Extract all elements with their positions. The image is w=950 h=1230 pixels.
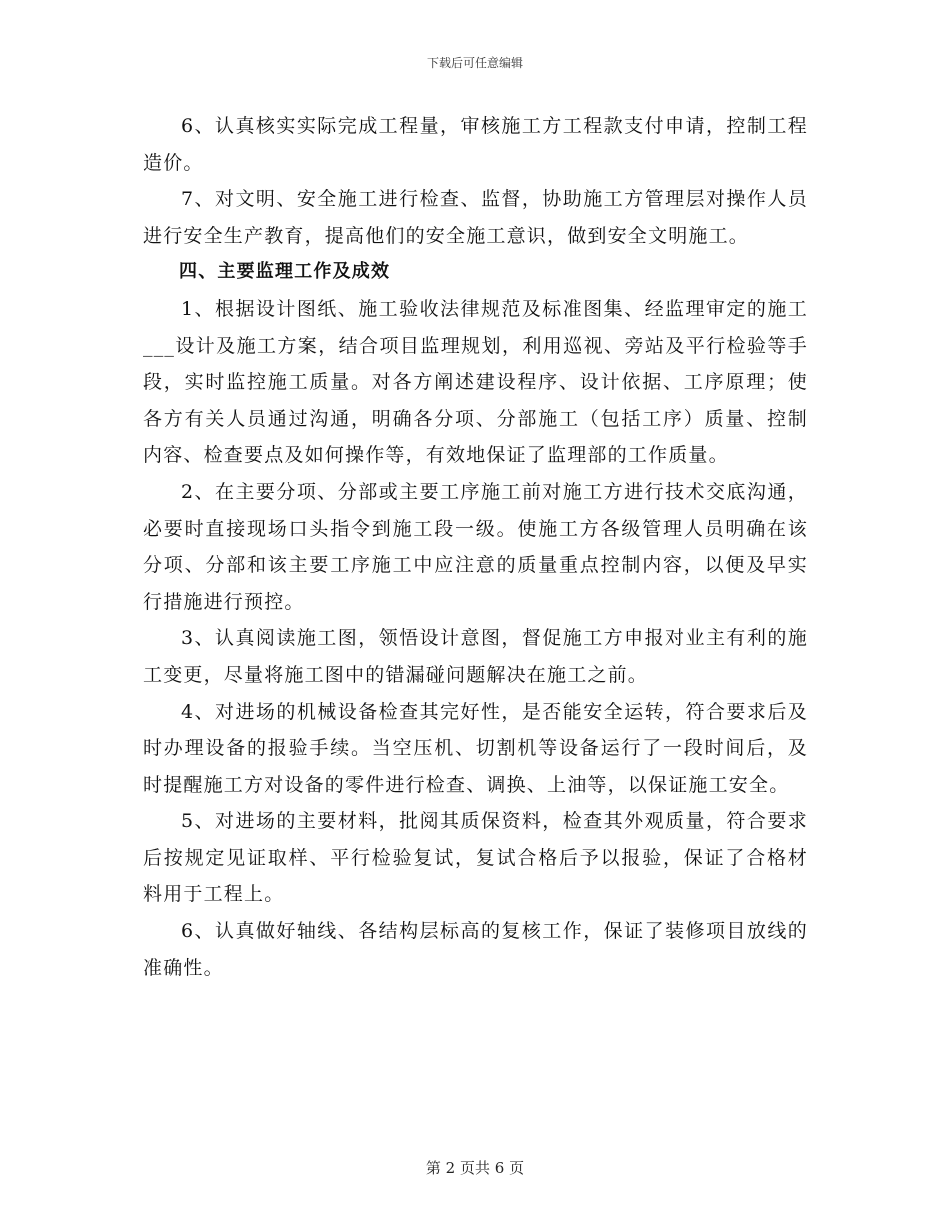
page-header: 下载后可任意编辑 [426, 56, 523, 70]
section-heading: 四、主要监理工作及成效 [179, 261, 391, 283]
paragraph-item-5-materials: 5、对进场的主要材料，批阅其质保资料，检查其外观质量，符合要求后按规定见证取样、平行检验复试，复试合格后予以报验，保证了合格材料用于工程上。 [143, 810, 808, 906]
paragraph-item-6-cost: 6、认真核实实际完成工程量，审核施工方工程款支付申请，控制工程造价。 [143, 115, 808, 174]
page-footer: 第 2 页共 6 页 [425, 1159, 525, 1177]
paragraph-item-1-quality: 1、根据设计图纸、施工验收法律规范及标准图集、经监理审定的施工___设计及施工方案，结合项目监理规划，利用巡视、旁站及平行检验等手段，实时监控施工质量。对各方阐述建设程序、设计依据、工序原理；使各方有关人员通过沟通，明确各分项、分部施工（包括工序）质量、控制内容、检查要点及如何操作等，有效地保证了监理部的工作质量。 [143, 297, 808, 467]
paragraph-item-7-safety: 7、对文明、安全施工进行检查、监督，协助施工方管理层对操作人员进行安全生产教育，提高他们的安全施工意识，做到安全文明施工。 [143, 188, 808, 247]
paragraph-item-4-equipment: 4、对进场的机械设备检查其完好性，是否能安全运转，符合要求后及时办理设备的报验手续。当空压机、切割机等设备运行了一段时间后，及时提醒施工方对设备的零件进行检查、调换、上油等，以保证施工安全。 [143, 700, 808, 796]
paragraph-item-6-axis: 6、认真做好轴线、各结构层标高的复核工作，保证了装修项目放线的准确性。 [143, 920, 808, 979]
paragraph-item-2-briefing: 2、在主要分项、分部或主要工序施工前对施工方进行技术交底沟通，必要时直接现场口头指令到施工段一级。使施工方各级管理人员明确在该分项、分部和该主要工序施工中应注意的质量重点控制内容，以便及早实行措施进行预控。 [143, 480, 808, 613]
document-body [143, 108, 808, 986]
paragraph-item-3-drawings: 3、认真阅读施工图，领悟设计意图，督促施工方申报对业主有利的施工变更，尽量将施工图中的错漏碰问题解决在施工之前。 [143, 627, 808, 686]
